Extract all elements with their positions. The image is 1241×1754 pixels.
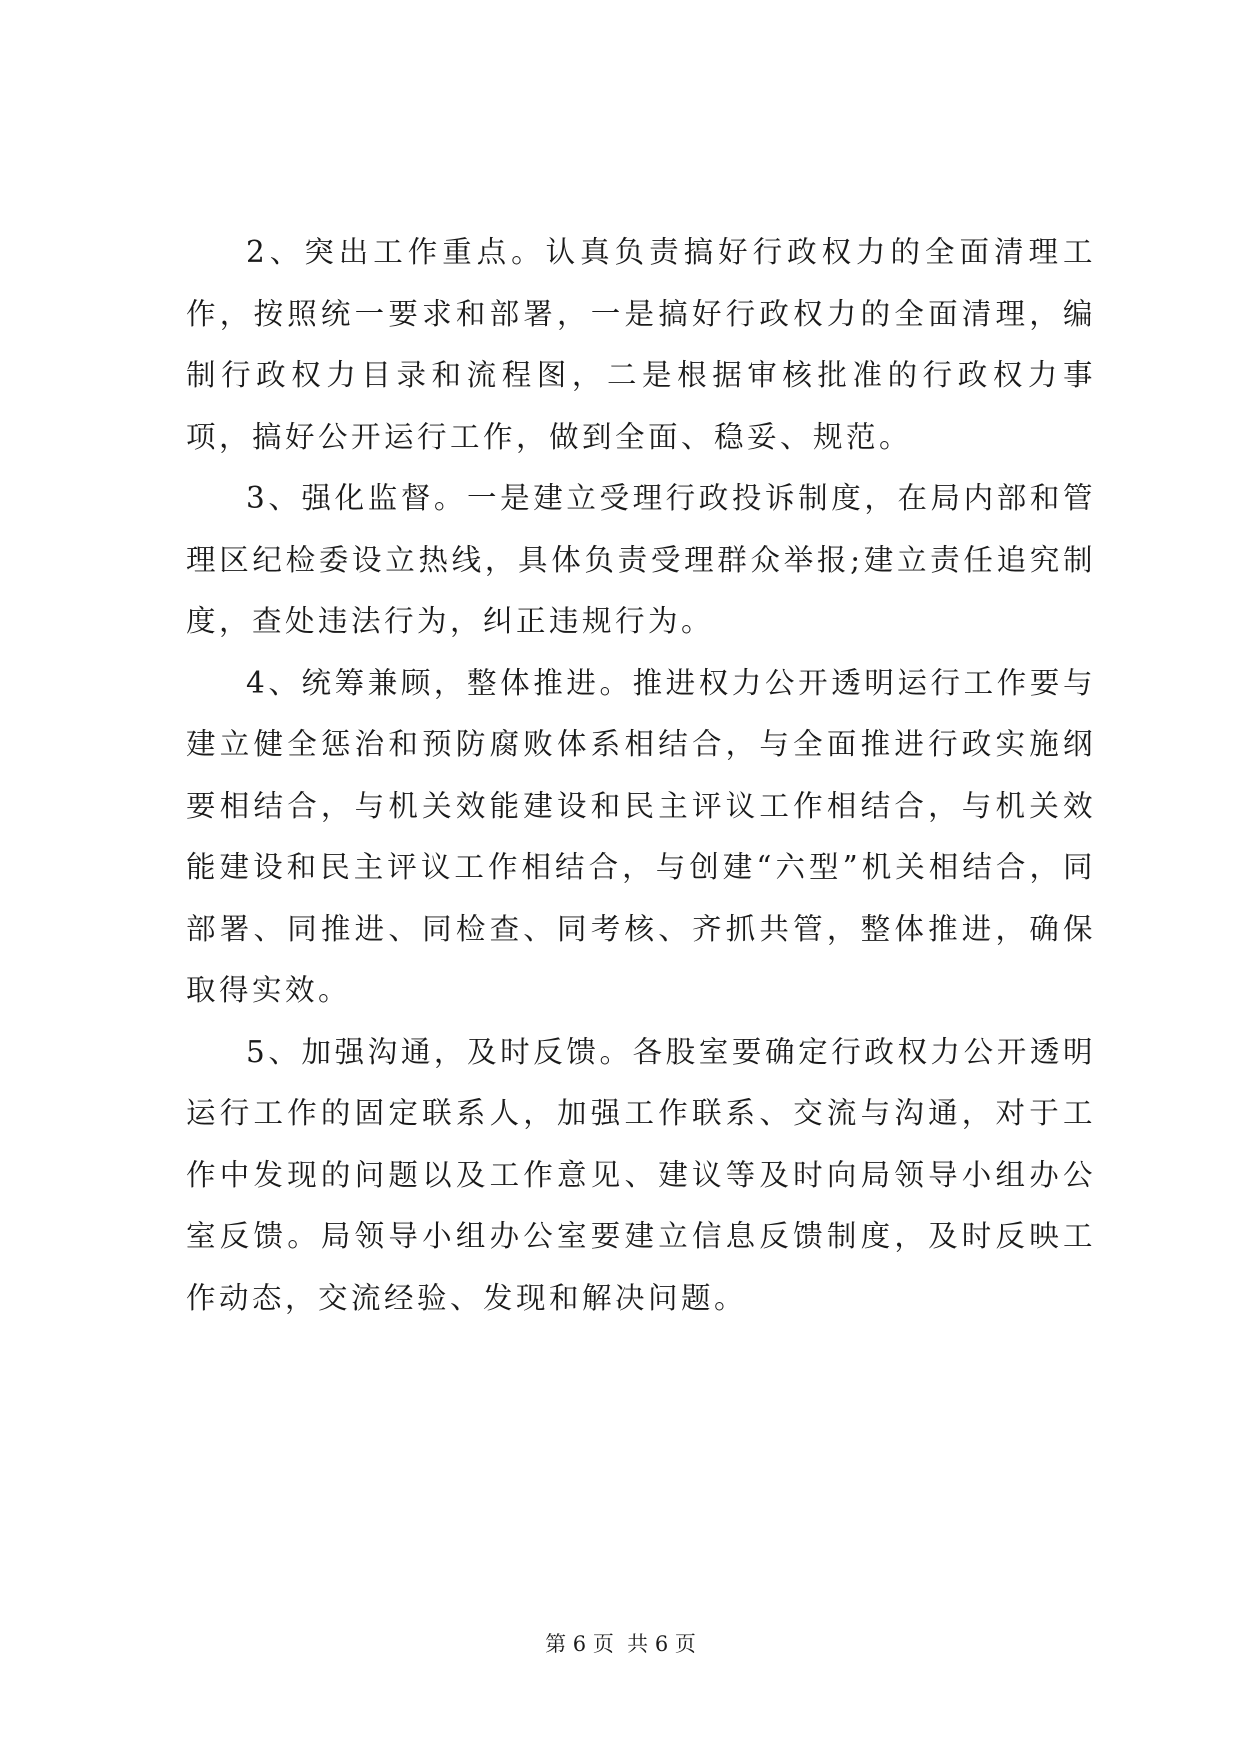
page-number-footer: 第 6 页 共 6 页	[545, 1632, 696, 1656]
document-body	[186, 222, 1096, 1329]
paragraph-item-5: 5、加强沟通，及时反馈。各股室要确定行政权力公开透明运行工作的固定联系人，加强工作联系、交流与沟通，对于工作中发现的问题以及工作意见、建议等及时向局领导小组办公室反馈。局领导小组办公室要建立信息反馈制度，及时反映工作动态，交流经验、发现和解决问题。	[186, 1034, 1096, 1315]
paragraph-item-2: 2、突出工作重点。认真负责搞好行政权力的全面清理工作，按照统一要求和部署，一是搞好行政权力的全面清理，编制行政权力目录和流程图，二是根据审核批准的行政权力事项，搞好公开运行工作，做到全面、稳妥、规范。	[186, 235, 1096, 454]
paragraph-item-4: 4、统筹兼顾，整体推进。推进权力公开透明运行工作要与建立健全惩治和预防腐败体系相结合，与全面推进行政实施纲要相结合，与机关效能建设和民主评议工作相结合，与机关效能建设和民主评议工作相结合，与创建“六型”机关相结合，同部署、同推进、同检查、同考核、齐抓共管，整体推进，确保取得实效。	[186, 665, 1096, 1007]
paragraph-item-3: 3、强化监督。一是建立受理行政投诉制度，在局内部和管理区纪检委设立热线，具体负责受理群众举报;建立责任追究制度，查处违法行为，纠正违规行为。	[186, 481, 1096, 638]
